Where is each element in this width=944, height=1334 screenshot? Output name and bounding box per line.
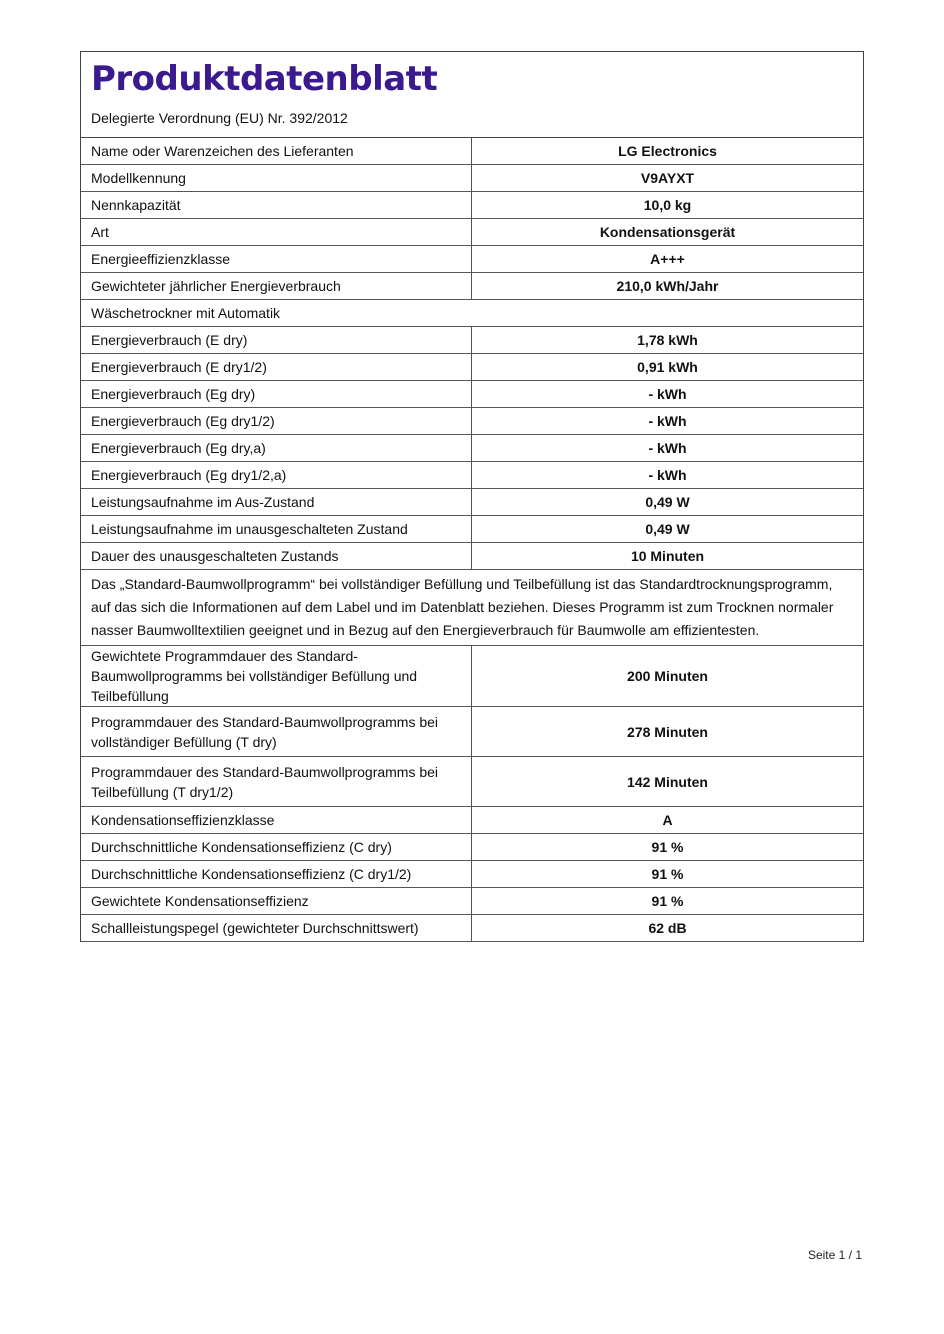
row-label: Energieverbrauch (Eg dry1/2,a) xyxy=(81,462,472,489)
row-label: Durchschnittliche Kondensationseffizienz (C dry) xyxy=(81,834,472,861)
row-value: 1,78 kWh xyxy=(472,327,864,354)
row-label: Name oder Warenzeichen des Lieferanten xyxy=(81,138,472,165)
table-row xyxy=(81,246,863,273)
row-label: Programmdauer des Standard-Baumwollprogramms bei vollständiger Befüllung (T dry) xyxy=(81,707,472,757)
spec-table xyxy=(81,138,863,942)
row-value: 62 dB xyxy=(472,915,864,942)
row-value: 10 Minuten xyxy=(472,543,864,570)
row-value: LG Electronics xyxy=(472,138,864,165)
row-value: 91 % xyxy=(472,861,864,888)
row-label: Leistungsaufnahme im Aus-Zustand xyxy=(81,489,472,516)
row-label: Nennkapazität xyxy=(81,192,472,219)
row-label: Energieverbrauch (E dry) xyxy=(81,327,472,354)
table-row xyxy=(81,489,863,516)
row-label: Programmdauer des Standard-Baumwollprogramms bei Teilbefüllung (T dry1/2) xyxy=(81,757,472,807)
table-row xyxy=(81,354,863,381)
table-row xyxy=(81,915,863,942)
row-label: Modellkennung xyxy=(81,165,472,192)
table-row xyxy=(81,165,863,192)
product-data-sheet xyxy=(80,51,864,942)
row-label: Energieeffizienzklasse xyxy=(81,246,472,273)
table-row xyxy=(81,219,863,246)
program-description: Das „Standard-Baumwollprogramm“ bei vollständiger Befüllung und Teilbefüllung ist das Standardtrocknungsprogramm, auf das sich die Informationen auf dem Label und im Datenblatt beziehen. Dieses Programm ist zum Trocknen normaler nasser Baumwolltextilien geeignet und in Bezug auf den Energieverbrauch für Baumwolle am effizientesten. xyxy=(81,570,863,646)
row-label: Dauer des unausgeschalteten Zustands xyxy=(81,543,472,570)
row-value: - kWh xyxy=(472,408,864,435)
table-row xyxy=(81,138,863,165)
table-row xyxy=(81,707,863,757)
table-row xyxy=(81,861,863,888)
table-row xyxy=(81,757,863,807)
row-value: A xyxy=(472,807,864,834)
row-label: Energieverbrauch (Eg dry) xyxy=(81,381,472,408)
row-value: 200 Minuten xyxy=(472,646,864,707)
section-row xyxy=(81,300,863,327)
row-label: Leistungsaufnahme im unausgeschalteten Zustand xyxy=(81,516,472,543)
table-row xyxy=(81,327,863,354)
table-row xyxy=(81,807,863,834)
row-value: 278 Minuten xyxy=(472,707,864,757)
table-row xyxy=(81,192,863,219)
table-row xyxy=(81,381,863,408)
sheet-header xyxy=(81,52,863,138)
row-value: Kondensationsgerät xyxy=(472,219,864,246)
row-value: - kWh xyxy=(472,435,864,462)
row-label: Gewichtete Programmdauer des Standard-Baumwollprogramms bei vollständiger Befüllung und Teilbefüllung xyxy=(81,646,472,707)
regulation-reference: Delegierte Verordnung (EU) Nr. 392/2012 xyxy=(91,110,348,126)
table-row xyxy=(81,543,863,570)
table-row xyxy=(81,273,863,300)
table-row xyxy=(81,888,863,915)
row-label: Schallleistungspegel (gewichteter Durchschnittswert) xyxy=(81,915,472,942)
row-label: Kondensationseffizienzklasse xyxy=(81,807,472,834)
row-value: A+++ xyxy=(472,246,864,273)
row-value: 10,0 kg xyxy=(472,192,864,219)
page-number: Seite 1 / 1 xyxy=(807,1248,862,1262)
row-value: V9AYXT xyxy=(472,165,864,192)
row-value: 0,49 W xyxy=(472,489,864,516)
page-title: Produktdatenblatt xyxy=(91,59,438,99)
section-label: Wäschetrockner mit Automatik xyxy=(81,300,863,327)
row-label: Gewichtete Kondensationseffizienz xyxy=(81,888,472,915)
row-label: Durchschnittliche Kondensationseffizienz (C dry1/2) xyxy=(81,861,472,888)
table-row xyxy=(81,646,863,707)
row-label: Energieverbrauch (Eg dry,a) xyxy=(81,435,472,462)
row-label: Gewichteter jährlicher Energieverbrauch xyxy=(81,273,472,300)
row-value: 210,0 kWh/Jahr xyxy=(472,273,864,300)
table-row xyxy=(81,834,863,861)
table-row xyxy=(81,462,863,489)
description-row xyxy=(81,570,863,646)
table-row xyxy=(81,516,863,543)
row-value: - kWh xyxy=(472,381,864,408)
row-value: 142 Minuten xyxy=(472,757,864,807)
table-row xyxy=(81,435,863,462)
row-value: 0,49 W xyxy=(472,516,864,543)
row-value: 91 % xyxy=(472,888,864,915)
row-value: 91 % xyxy=(472,834,864,861)
row-label: Art xyxy=(81,219,472,246)
table-row xyxy=(81,408,863,435)
row-label: Energieverbrauch (Eg dry1/2) xyxy=(81,408,472,435)
row-value: - kWh xyxy=(472,462,864,489)
row-label: Energieverbrauch (E dry1/2) xyxy=(81,354,472,381)
row-value: 0,91 kWh xyxy=(472,354,864,381)
